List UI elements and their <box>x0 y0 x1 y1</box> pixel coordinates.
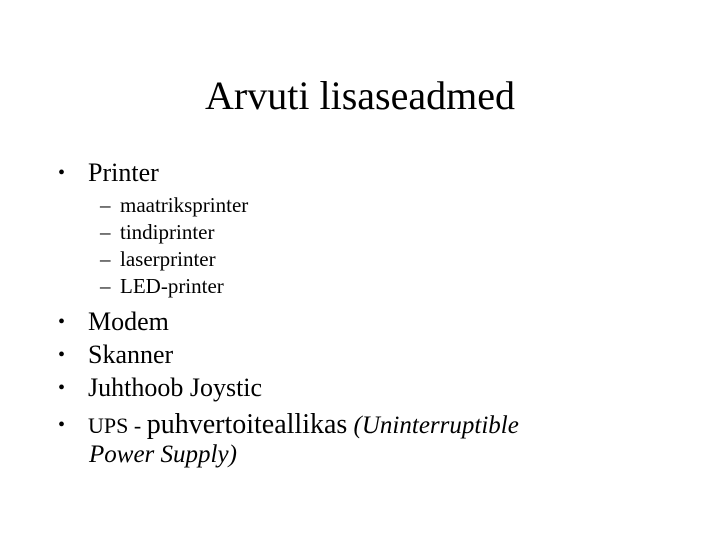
ups-italic-line2: Power Supply) <box>89 441 237 468</box>
sub-item <box>100 192 248 218</box>
ups-prefix: UPS - <box>88 413 147 438</box>
sub-item-label: tindiprinter <box>120 220 215 244</box>
bullet-label: Printer <box>88 158 159 187</box>
ups-italic-line1: (Uninterruptible <box>347 412 519 439</box>
dash-icon: – <box>100 247 111 271</box>
bullet-icon: • <box>58 311 66 333</box>
bullet-icon: • <box>58 344 66 366</box>
bullet-modem <box>58 306 169 338</box>
bullet-label: Skanner <box>88 340 174 369</box>
bullet-icon: • <box>58 377 66 399</box>
bullet-label: Modem <box>88 307 169 336</box>
sub-item <box>100 246 216 272</box>
dash-icon: – <box>100 274 111 298</box>
bullet-icon: • <box>58 414 66 436</box>
slide-title: Arvuti lisaseadmed <box>205 73 515 118</box>
dash-icon: – <box>100 193 111 217</box>
ups-main: puhvertoiteallikas <box>146 409 348 440</box>
sub-item-label: LED-printer <box>120 274 224 298</box>
sub-item <box>100 219 214 245</box>
bullet-label: Juhthoob Joystic <box>88 373 263 402</box>
bullet-printer <box>58 157 159 189</box>
sub-item-label: maatriksprinter <box>120 193 249 217</box>
sub-item-label: laserprinter <box>120 247 216 271</box>
sub-item <box>100 273 224 299</box>
bullet-joystick <box>58 372 262 404</box>
bullet-icon: • <box>58 162 66 184</box>
bullet-skanner <box>58 339 173 371</box>
bullet-ups <box>58 409 519 442</box>
dash-icon: – <box>100 220 111 244</box>
